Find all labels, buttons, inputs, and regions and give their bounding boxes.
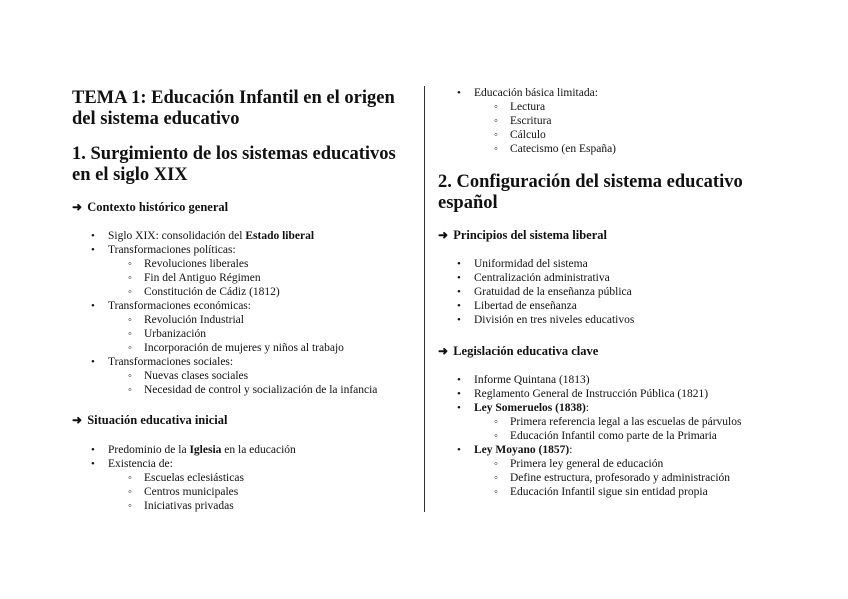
column-divider	[424, 86, 425, 512]
list-item: • Libertad de enseñanza	[438, 299, 634, 313]
arrow-right-icon: ➜	[438, 344, 449, 358]
list-item: ◦ Primera referencia legal a las escuelas de párvulos	[438, 415, 741, 429]
list-item: • Gratuidad de la enseñanza pública	[438, 285, 634, 299]
ley-moyano-bold: Ley Moyano (1857)	[474, 444, 570, 456]
list-item: • Educación básica limitada:	[438, 86, 616, 100]
list-item: • Transformaciones económicas:	[72, 299, 377, 313]
situacion-list	[72, 443, 296, 513]
list-item: ◦ Catecismo (en España)	[438, 142, 616, 156]
list-item: ◦ Constitución de Cádiz (1812)	[72, 285, 377, 299]
list-item: ◦ Define estructura, profesorado y administración	[438, 471, 741, 485]
predominio-suffix: en la educación	[221, 444, 296, 456]
list-item: • División en tres niveles educativos	[438, 313, 634, 327]
arrow-right-icon: ➜	[72, 200, 83, 214]
basica-list	[438, 86, 616, 156]
list-item: • Reglamento General de Instrucción Pública (1821)	[438, 387, 741, 401]
predominio-text: Predominio de la	[108, 444, 190, 456]
estado-liberal-bold: Estado liberal	[245, 230, 315, 242]
situacion-heading	[72, 413, 227, 428]
arrow-right-icon: ➜	[72, 413, 83, 427]
list-item: ◦ Lectura	[438, 100, 616, 114]
list-item: • Uniformidad del sistema	[438, 257, 634, 271]
list-item: ◦ Revoluciones liberales	[72, 257, 377, 271]
list-item: ◦ Escuelas eclesiásticas	[72, 471, 296, 485]
list-item: ◦ Incorporación de mujeres y niños al trabajo	[72, 341, 377, 355]
siglo-text: Siglo XIX: consolidación del	[108, 230, 246, 242]
contexto-list	[72, 229, 377, 397]
list-item: • Transformaciones sociales:	[72, 355, 377, 369]
list-item: ◦ Revolución Industrial	[72, 313, 377, 327]
list-item: • Transformaciones políticas:	[72, 243, 377, 257]
list-item: ◦ Fin del Antiguo Régimen	[72, 271, 377, 285]
contexto-heading-text: Contexto histórico general	[87, 200, 229, 214]
legislacion-heading-text: Legislación educativa clave	[453, 344, 599, 358]
section-1-title: 1. Surgimiento de los sistemas educativos en el siglo XIX	[72, 144, 396, 185]
list-item: ◦ Centros municipales	[72, 485, 296, 499]
page-title: TEMA 1: Educación Infantil en el origen del sistema educativo	[72, 88, 395, 129]
list-item: • Ley Moyano (1857):	[438, 443, 741, 457]
list-item: ◦ Necesidad de control y socialización de la infancia	[72, 383, 377, 397]
arrow-right-icon: ➜	[438, 228, 449, 242]
list-item: ◦ Escritura	[438, 114, 616, 128]
list-item: ◦ Cálculo	[438, 128, 616, 142]
list-item: ◦ Educación Infantil sigue sin entidad propia	[438, 485, 741, 499]
situacion-heading-text: Situación educativa inicial	[87, 413, 228, 427]
principios-list	[438, 257, 634, 327]
list-item: ◦ Iniciativas privadas	[72, 499, 296, 513]
list-item: ◦ Primera ley general de educación	[438, 457, 741, 471]
list-item	[72, 443, 296, 457]
iglesia-bold: Iglesia	[189, 444, 222, 456]
legislacion-heading	[438, 344, 598, 359]
list-item: • Ley Someruelos (1838):	[438, 401, 741, 415]
ley-someruelos-bold: Ley Someruelos (1838)	[474, 402, 586, 414]
list-item: • Centralización administrativa	[438, 271, 634, 285]
principios-heading-text: Principios del sistema liberal	[453, 228, 607, 242]
section-2-title: 2. Configuración del sistema educativo español	[438, 172, 743, 213]
list-item: • Existencia de:	[72, 457, 296, 471]
legislacion-list	[438, 373, 741, 499]
list-item	[72, 229, 377, 243]
list-item: • Informe Quintana (1813)	[438, 373, 741, 387]
list-item: ◦ Urbanización	[72, 327, 377, 341]
list-item: ◦ Nuevas clases sociales	[72, 369, 377, 383]
principios-heading	[438, 228, 607, 243]
contexto-heading	[72, 200, 228, 215]
list-item: ◦ Educación Infantil como parte de la Primaria	[438, 429, 741, 443]
